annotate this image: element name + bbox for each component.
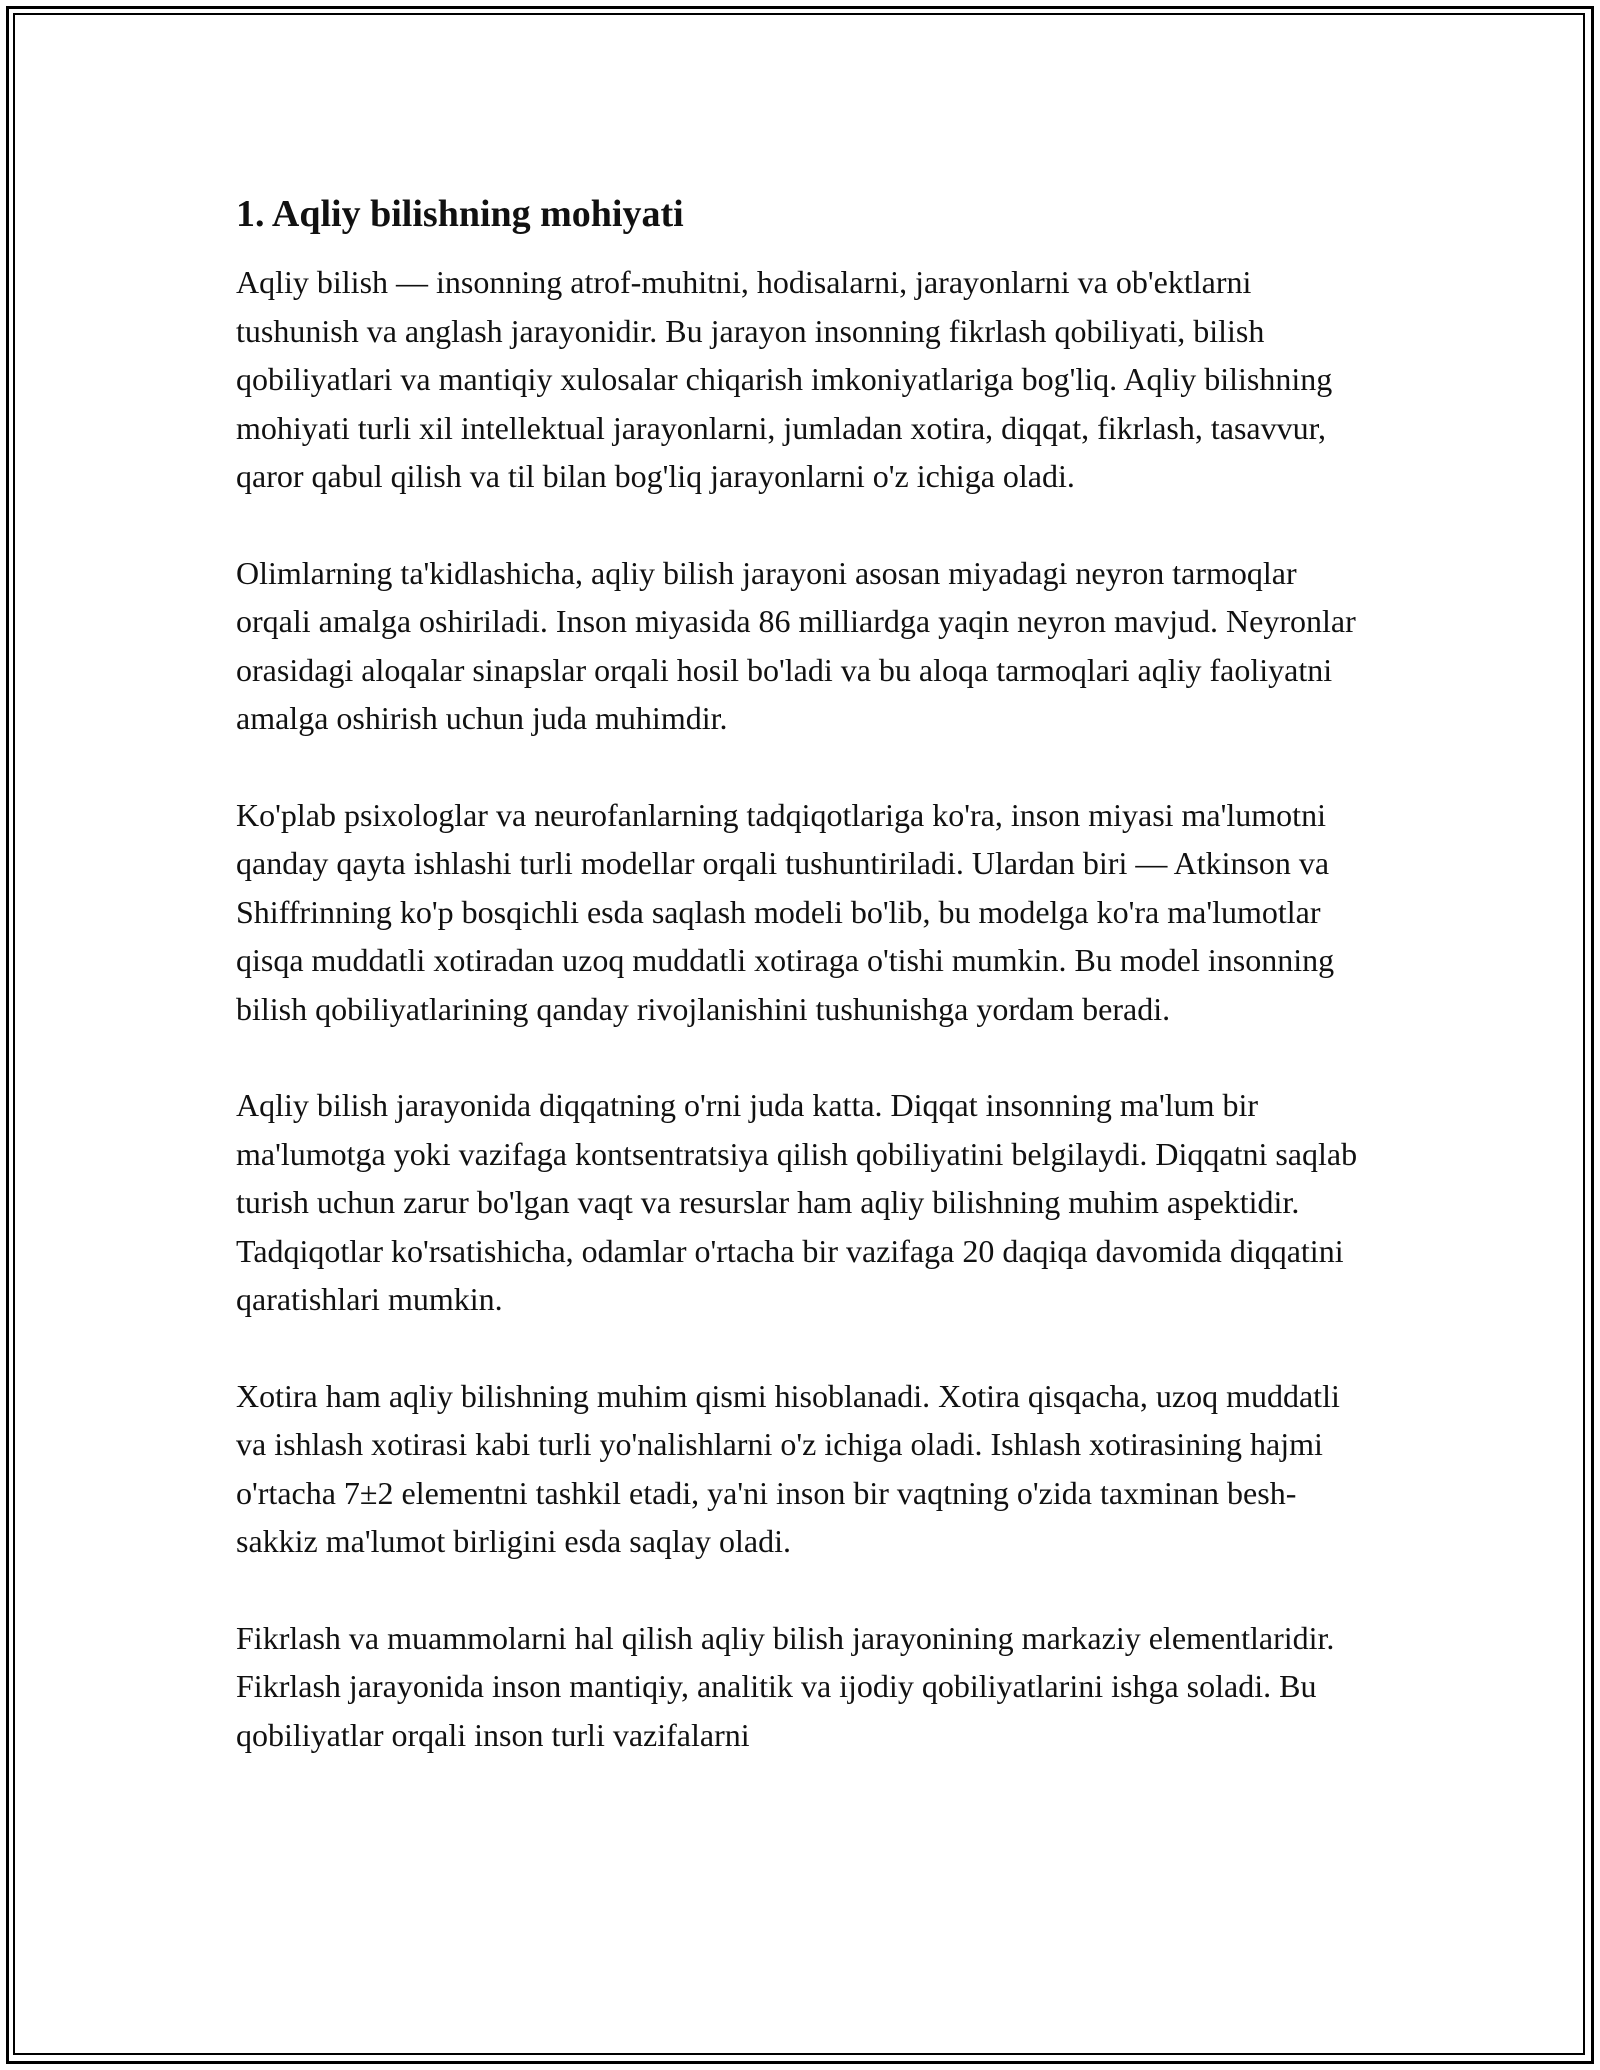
paragraph-2: Olimlarning ta'kidlashicha, aqliy bilish jarayoni asosan miyadagi neyron tarmoqlar orqali amalga oshiriladi. Inson miyasida 86 milliardga yaqin neyron mavjud. Neyronlar orasidagi aloqalar sinapslar orqali hosil bo'ladi va bu aloqa tarmoqlari aqliy faoliyatni amalga oshirish uchun juda muhimdir. <box>236 554 1356 736</box>
document-body <box>236 186 1376 1807</box>
section-heading: 1. Aqliy bilishning mohiyati <box>236 193 684 235</box>
paragraph-5: Xotira ham aqliy bilishning muhim qismi hisoblanadi. Xotira qisqacha, uzoq muddatli va ishlash xotirasi kabi turli yo'nalishlarni o'z ichiga oladi. Ishlash xotirasining hajmi o'rtacha 7±2 elementni tashkil etadi, ya'ni inson bir vaqtning o'zida taxminan besh-sakkiz ma'lumot birligini esda saqlay oladi. <box>236 1377 1340 1559</box>
paragraph-3: Ko'plab psixologlar va neurofanlarning tadqiqotlariga ko'ra, inson miyasi ma'lumotni qanday qayta ishlashi turli modellar orqali tushuntiriladi. Ulardan biri — Atkinson va Shiffrinning ko'p bosqichli esda saqlash modeli bo'lib, bu modelga ko'ra ma'lumotlar qisqa muddatli xotiradan uzoq muddatli xotiraga o'tishi mumkin. Bu model insonning bilish qobiliyatlarining qanday rivojlanishini tushunishga yordam beradi. <box>236 796 1335 1027</box>
paragraph-1: Aqliy bilish — insonning atrof-muhitni, hodisalarni, jarayonlarni va ob'ektlarni tushunish va anglash jarayonidir. Bu jarayon insonning fikrlash qobiliyati, bilish qobiliyatlari va mantiqiy xulosalar chiqarish imkoniyatlariga bog'liq. Aqliy bilishning mohiyati turli xil intellektual jarayonlarni, jumladan xotira, diqqat, fikrlash, tasavvur, qaror qabul qilish va til bilan bog'liq jarayonlarni o'z ichiga oladi. <box>236 264 1333 494</box>
paragraph-4: Aqliy bilish jarayonida diqqatning o'rni juda katta. Diqqat insonning ma'lum bir ma'lumotga yoki vazifaga kontsentratsiya qilish qobiliyatini belgilaydi. Diqqatni saqlab turish uchun zarur bo'lgan vaqt va resurslar ham aqliy bilishning muhim aspektidir. Tadqiqotlar ko'rsatishicha, odamlar o'rtacha bir vazifaga 20 daqiqa davomida diqqatini qaratishlari mumkin. <box>236 1087 1358 1317</box>
paragraph-6: Fikrlash va muammolarni hal qilish aqliy bilish jarayonining markaziy elementlaridir. Fikrlash jarayonida inson mantiqiy, analitik va ijodiy qobiliyatlarini ishga soladi. Bu qobiliyatlar orqali inson turli vazifalarni <box>236 1619 1335 1753</box>
